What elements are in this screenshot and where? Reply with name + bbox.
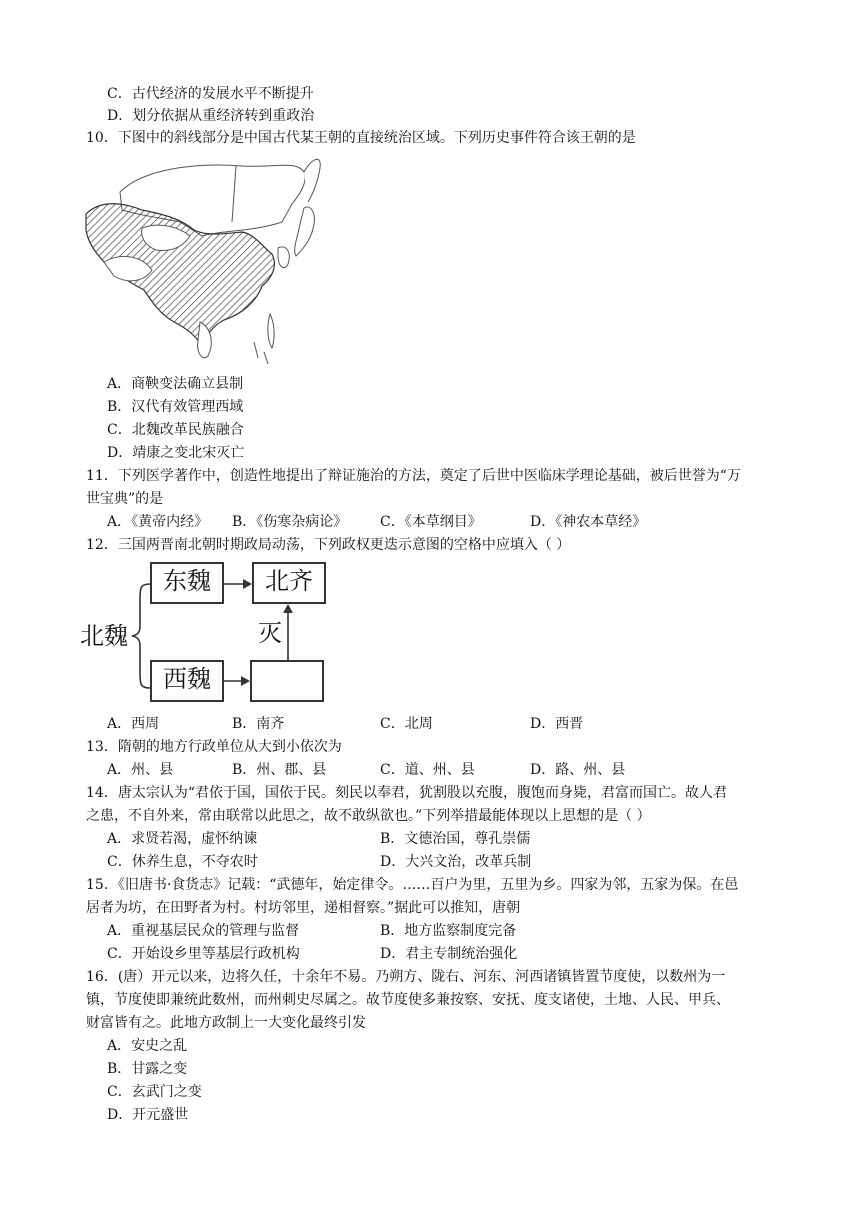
q14-option-a: A．求贤若渴，虚怀纳谏 <box>107 831 258 847</box>
diagram-blank-box <box>250 660 324 702</box>
q13-option-d: D．路、州、县 <box>530 762 626 778</box>
q14-stem-line2: 之患，不自外来，常由联常以此思之，故不敢纵欲也。”下列举措最能体现以上思想的是（ ） <box>86 808 651 824</box>
q16-option-b: B．甘露之变 <box>107 1061 188 1077</box>
q15-option-c: C．开始设乡里等基层行政机构 <box>107 946 300 962</box>
diagram-node-western-wei: 西魏 <box>150 660 224 702</box>
q16-stem-line3: 财富皆有之。此地方政制上一大变化最终引发 <box>86 1015 366 1031</box>
q16-stem-line2: 镇，节度使即兼统此数州，而州刺史尽属之。故节度使多兼按察、安抚、度支诸使，土地、人民、甲兵、 <box>86 992 730 1008</box>
q15-stem-line2: 居者为坊，在田野者为村。村坊邻里，递相督察。”据此可以推知，唐朝 <box>86 900 521 916</box>
q14-option-b: B．文德治国，尊孔崇儒 <box>380 831 531 847</box>
q9-option-c: C．古代经济的发展水平不断提升 <box>107 86 314 102</box>
q16-option-a: A．安史之乱 <box>107 1038 188 1054</box>
q11-stem-line2: 世宝典”的是 <box>86 491 164 507</box>
q14-option-c: C．休养生息，不夺农时 <box>107 854 258 870</box>
q15-option-b: B．地方监察制度完备 <box>380 923 517 939</box>
q10-dynasty-map <box>82 152 342 367</box>
q10-option-b: B．汉代有效管理西域 <box>107 399 244 415</box>
diagram-node-northern-wei: 北魏 <box>80 622 128 650</box>
q16-option-d: D．开元盛世 <box>107 1107 189 1123</box>
q15-option-d: D．君主专制统治强化 <box>380 946 518 962</box>
q11-option-b: B．《伤寒杂病论》 <box>232 514 348 530</box>
q12-option-a: A．西周 <box>107 716 160 732</box>
q13-option-c: C．道、州、县 <box>380 762 475 778</box>
diagram-destroy-label: 灭 <box>258 619 282 647</box>
q10-stem: 10．下图中的斜线部分是中国古代某王朝的直接统治区域。下列历史事件符合该王朝的是 <box>86 130 636 146</box>
q9-option-d: D．划分依据从重经济转到重政治 <box>107 108 315 124</box>
q11-option-d: D．《神农本草经》 <box>530 514 647 530</box>
q10-option-a: A．商鞅变法确立县制 <box>107 376 244 392</box>
q12-regime-diagram <box>80 560 340 704</box>
q15-stem-line1: 15．《旧唐书·食货志》记载：“武德年，始定律令。……百户为里，五里为乡。四家为邻，五家为保。在邑 <box>86 877 739 893</box>
q13-stem: 13．隋朝的地方行政单位从大到小依次为 <box>86 739 342 755</box>
q13-option-b: B．州、郡、县 <box>232 762 327 778</box>
q13-option-a: A．州、县 <box>107 762 174 778</box>
diagram-node-eastern-wei: 东魏 <box>150 562 224 604</box>
q16-option-c: C．玄武门之变 <box>107 1084 202 1100</box>
q12-option-d: D．西晋 <box>530 716 584 732</box>
q10-option-c: C．北魏改革民族融合 <box>107 422 244 438</box>
q10-option-d: D．靖康之变北宋灭亡 <box>107 445 245 461</box>
diagram-node-northern-qi: 北齐 <box>252 562 326 604</box>
q16-stem-line1: 16．(唐）开元以来，边将久任，十余年不易。乃朔方、陇右、河东、河西诸镇皆置节度使，以数州为一 <box>86 969 726 985</box>
q15-option-a: A．重视基层民众的管理与监督 <box>107 923 300 939</box>
q11-option-a: A．《黄帝内经》 <box>107 514 209 530</box>
q12-stem: 12．三国两晋南北朝时期政局动荡，下列政权更迭示意图的空格中应填入（ ） <box>86 537 571 553</box>
q11-option-c: C．《本草纲目》 <box>380 514 482 530</box>
q12-option-c: C．北周 <box>380 716 433 732</box>
q14-option-d: D．大兴文治，改革兵制 <box>380 854 532 870</box>
q14-stem-line1: 14．唐太宗认为“君依于国，国依于民。刻民以奉君，犹割股以充腹，腹饱而身毙，君富而国亡。故人君 <box>86 785 727 801</box>
q12-option-b: B．南齐 <box>232 716 285 732</box>
q11-stem-line1: 11．下列医学著作中，创造性地提出了辩证施治的方法，奠定了后世中医临床学理论基础，被后世誉为“万 <box>86 468 741 484</box>
